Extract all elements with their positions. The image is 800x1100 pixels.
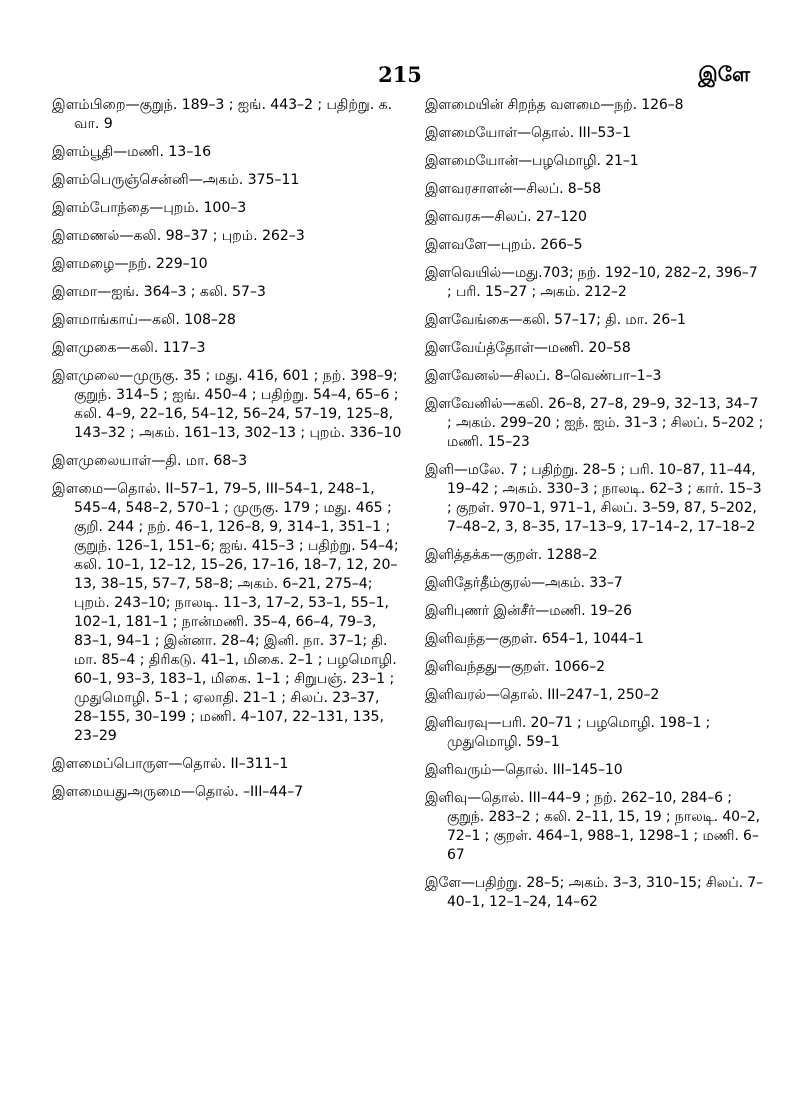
entry-references: —அகம். 375–11 [188, 172, 300, 188]
entry-references: —சிலப். 8–வெண்பா–1–3 [499, 368, 662, 384]
index-entry [52, 143, 402, 162]
entry-headword: இளமையோன் [425, 153, 519, 169]
entry-headword: இளே [425, 875, 461, 891]
entry-references: —மது.703; நற். 192–10, 282–2, 396–7 ; பரி. 15–27 ; அகம். 212–2 [447, 265, 758, 300]
entry-references: —நற். 126–8 [600, 97, 684, 113]
index-entry [425, 658, 765, 677]
page-number: 215 [378, 62, 422, 87]
entry-headword: இளம்பூதி [52, 144, 114, 160]
entry-headword: இளமுலையாள் [52, 453, 152, 469]
entry-references: —குறுந். 189–3 ; ஐங். 443–2 ; பதிற்று. க. வா. 9 [74, 97, 392, 132]
entry-headword: இளிவரும் [425, 762, 492, 778]
entry-references: —தொல். III–44–9 ; நற். 262–10, 284–6 ; குறுந். 283–2 ; கலி. 2–11, 15, 19 ; நாலடி. 40–2, 72–1 ; குறள். 464–1, 988–1, 1298–1 ; மணி. 6–67 [447, 790, 761, 863]
entry-references: —தொல். III–145–10 [491, 762, 623, 778]
index-entry [425, 761, 765, 780]
entry-references: —தொல். II–57–1, 79–5, III–54–1, 248–1, 545–4, 548–2, 570–1 ; முருகு. 179 ; மது. 465 ; குறி. 244 ; நற். 46–1, 126–8, 9, 314–1, 351–1 ; குறுந். 126–1, 151–6; ஐங். 415–3 ; பதிற்று. 54–4; கலி. 10–1, 12–12, 15–26, 17–16, 18–7, 12, 20–13, 38–15, 57–7, 58–8; அகம். 6–21, 275–4; புறம். 243–10; நாலடி. 11–3, 17–2, 53–1, 55–1, 102–1, 181–1 ; நான்மணி. 35–4, 66–4, 79–3, 83–1, 94–1 ; இன்னா. 28–4; இனி. நா. 37–1; தி. மா. 85–4 ; திரிகடு. 41–1, மிகை. 2–1 ; பழமொழி. 60–1, 93–3, 183–1, மிகை. 1–1 ; சிறுபஞ். 23–1 ; முதுமொழி. 5–1 ; ஏலாதி. 21–1 ; சிலப். 23–37, 28–155, 30–199 ; மணி. 4–107, 22–131, 135, 23–29 [74, 481, 399, 744]
entry-headword: இளமாங்காய் [52, 312, 138, 328]
index-entry [52, 96, 402, 134]
entry-references: —மணி. 20–58 [534, 340, 631, 356]
entry-references: —ஐங். 364–3 ; கலி. 57–3 [97, 284, 266, 300]
entry-references: —பழமொழி. 21–1 [518, 153, 639, 169]
index-entry [52, 311, 402, 330]
entry-references: —மணி. 13–16 [113, 144, 212, 160]
index-entry [425, 124, 765, 143]
index-entry [52, 480, 402, 746]
entry-headword: இளமுலை [52, 368, 120, 384]
entry-headword: இளம்போந்தை [52, 200, 150, 216]
entry-headword: இளிபுணர் இன்சீர் [425, 603, 536, 619]
entry-references: —புறம். 100–3 [149, 200, 247, 216]
entry-references: —பரி. 20–71 ; பழமொழி. 198–1 ; முதுமொழி. 59–1 [447, 715, 711, 750]
entry-references: —தொல். –III–44–7 [180, 784, 304, 800]
entry-references: —கலி. 26–8, 27–8, 29–9, 32–13, 34–7 ; அகம். 299–20 ; ஐந். ஐம். 31–3 ; சிலப். 5–202 ; மணி. 15–23 [447, 396, 764, 450]
entry-headword: இளமுகை [52, 340, 117, 356]
index-entry [425, 630, 765, 649]
running-head: இளே [698, 62, 750, 86]
entry-headword: இளவேங்கை [425, 312, 509, 328]
entry-headword: இளவளே [425, 237, 487, 253]
index-entry [425, 367, 765, 386]
entry-headword: இளமழை [52, 256, 115, 272]
entry-references: —கலி. 98–37 ; புறம். 262–3 [119, 228, 305, 244]
index-entry [52, 339, 402, 358]
right-column [425, 96, 765, 921]
entry-headword: இளமை [52, 481, 104, 497]
entry-headword: இளிவந்த [425, 631, 486, 647]
left-column [52, 96, 402, 811]
index-entry [52, 199, 402, 218]
index-entry [425, 208, 765, 227]
entry-references: —சிலப். 27–120 [480, 209, 587, 225]
index-entry [425, 789, 765, 865]
entry-references: —தி. மா. 68–3 [151, 453, 248, 469]
entry-headword: இளவேய்த்தோள் [425, 340, 535, 356]
entry-headword: இளவெயில் [425, 265, 502, 281]
entry-headword: இளமையோள் [425, 125, 518, 141]
entry-headword: இளிவரவு [425, 715, 488, 731]
entry-references: —குறள். 1288–2 [489, 547, 598, 563]
index-entry [425, 574, 765, 593]
index-entry [52, 452, 402, 471]
index-entry [425, 236, 765, 255]
index-entry [52, 227, 402, 246]
entry-references: —மணி. 19–26 [535, 603, 632, 619]
entry-references: —குறள். 1066–2 [497, 659, 605, 675]
entry-headword: இளம்பெருஞ்சென்னி [52, 172, 189, 188]
index-entry [425, 339, 765, 358]
entry-headword: இளிதேர்தீம்குரல் [425, 575, 532, 591]
index-entry [425, 686, 765, 705]
entry-headword: இளவரசாளன் [425, 181, 513, 197]
entry-references: —சிலப். 8–58 [512, 181, 602, 197]
entry-headword: இளமா [52, 284, 98, 300]
index-entry [52, 283, 402, 302]
entry-references: —புறம். 266–5 [486, 237, 583, 253]
index-entry [425, 264, 765, 302]
entry-headword: இளிவந்தது [425, 659, 498, 675]
index-entry [425, 602, 765, 621]
index-entry [52, 755, 402, 774]
entry-references: —கலி. 108–28 [137, 312, 236, 328]
entry-headword: இளம்பிறை [52, 97, 126, 113]
entry-headword: இளமணல் [52, 228, 120, 244]
index-entry [52, 171, 402, 190]
index-entry [425, 546, 765, 565]
entry-references: —கலி. 57–17; தி. மா. 26–1 [508, 312, 686, 328]
entry-headword: இளவேனல் [425, 368, 500, 384]
index-entry [425, 180, 765, 199]
entry-headword: இளவேனில் [425, 396, 503, 412]
entry-references: —முருகு. 35 ; மது. 416, 601 ; நற். 398–9; குறுந். 314–5 ; ஐங். 450–4 ; பதிற்று. 54–4, 65–6 ; கலி. 4–9, 22–16, 54–12, 56–24, 57–19, 125–8, 143–32 ; அகம். 161–13, 302–13 ; புறம். 336–10 [74, 368, 402, 441]
entry-references: —அகம். 33–7 [531, 575, 623, 591]
entry-headword: இளமையதுஅருமை [52, 784, 181, 800]
index-entry [52, 367, 402, 443]
entry-headword: இளிவரல் [425, 687, 486, 703]
entry-references: —கலி. 117–3 [116, 340, 206, 356]
entry-headword: இளி [425, 462, 454, 478]
entry-references: —தொல். II–311–1 [168, 756, 289, 772]
entry-headword: இளவரசு [425, 209, 481, 225]
entry-headword: இளமையின் சிறந்த வளமை [425, 97, 601, 113]
entry-headword: இளித்தக்க [425, 547, 490, 563]
index-entry [425, 395, 765, 452]
entry-headword: இளமைப்பொருள [52, 756, 169, 772]
entry-references: —பதிற்று. 28–5; அகம். 3–3, 310–15; சிலப். 7–40–1, 12–1–24, 14–62 [447, 875, 764, 910]
entry-references: —தொல். III–53–1 [517, 125, 631, 141]
index-entry [425, 461, 765, 537]
entry-headword: இளிவு [425, 790, 468, 806]
entry-references: —தொல். III–247–1, 250–2 [485, 687, 660, 703]
index-entry [425, 714, 765, 752]
entry-references: —குறள். 654–1, 1044–1 [485, 631, 644, 647]
index-entry [425, 96, 765, 115]
entry-references: —மலே. 7 ; பதிற்று. 28–5 ; பரி. 10–87, 11–44, 19–42 ; அகம். 330–3 ; நாலடி. 62–3 ; கார். 15–3 ; குறள். 970–1, 971–1, சிலப். 3–59, 87, 5–202, 7–48–2, 3, 8–35, 17–13–9, 17–14–2, 17–18–2 [447, 462, 762, 535]
index-entry [425, 152, 765, 171]
index-entry [425, 311, 765, 330]
index-entry [52, 255, 402, 274]
index-entry [425, 874, 765, 912]
entry-references: —நற். 229–10 [114, 256, 208, 272]
index-entry [52, 783, 402, 802]
